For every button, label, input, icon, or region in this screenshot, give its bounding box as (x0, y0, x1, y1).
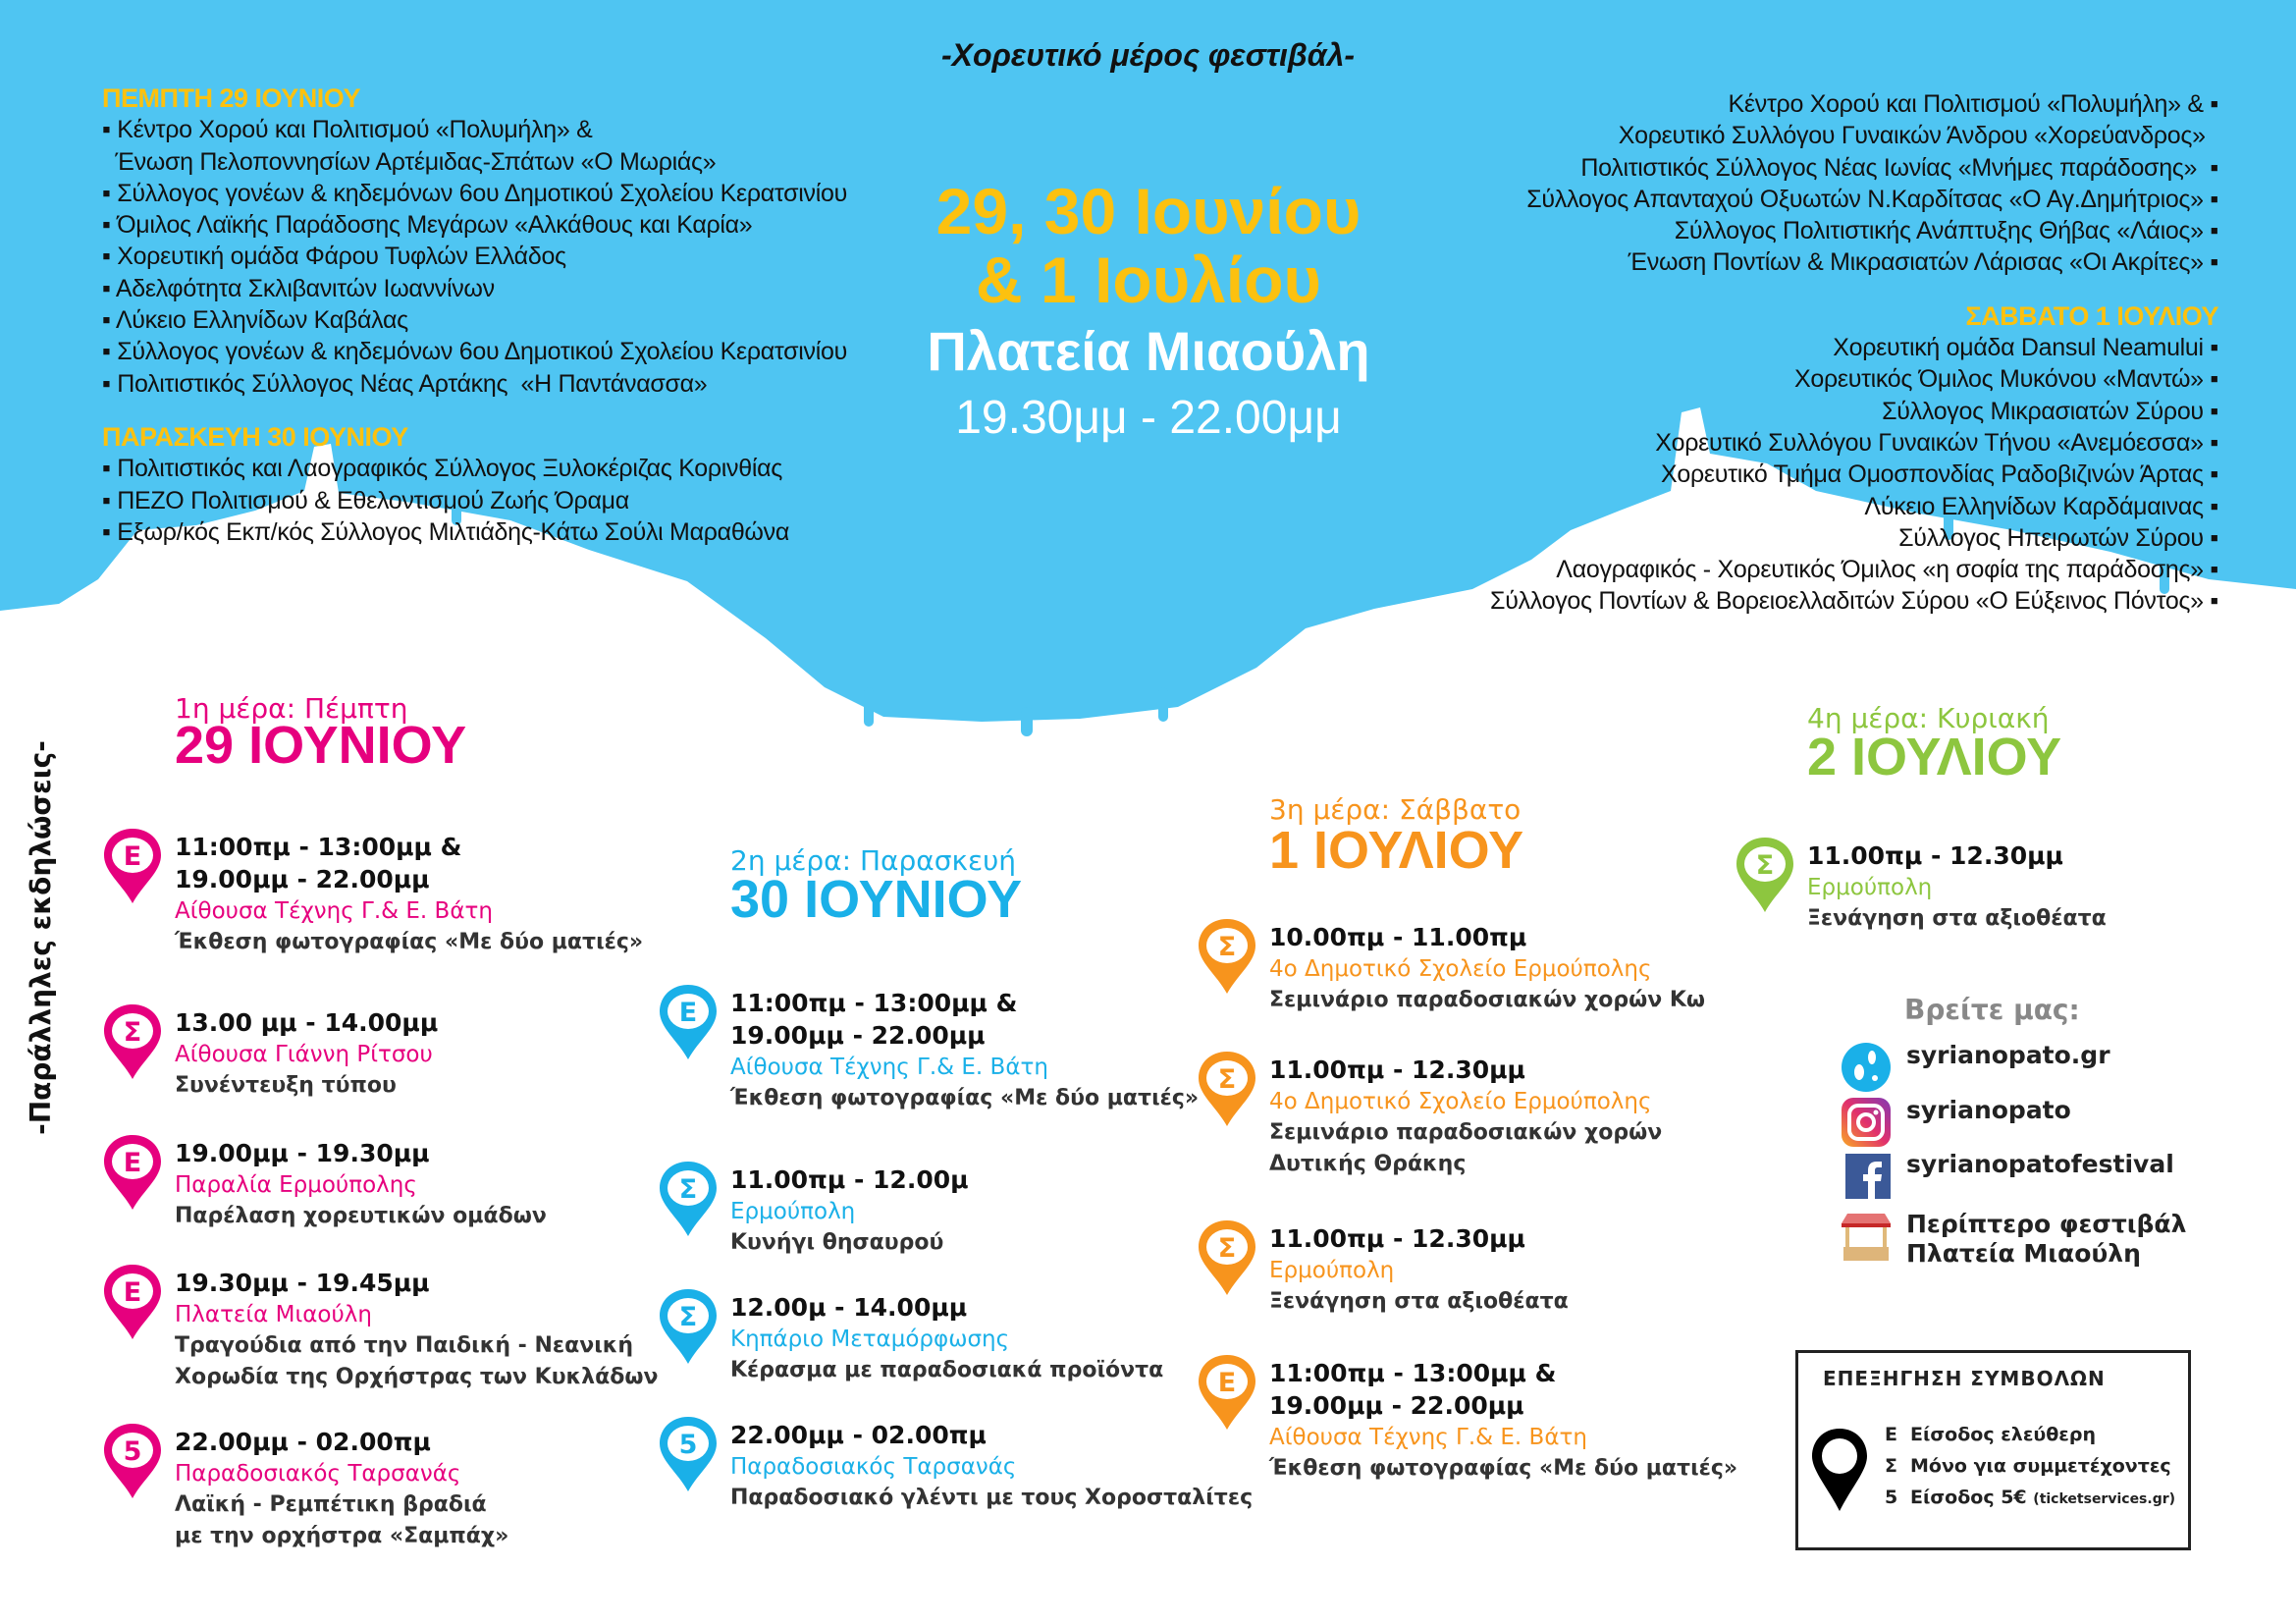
festival-place: Πλατεία Μιαούλη (927, 320, 1370, 382)
day-date: 1 ΙΟΥΛΙΟΥ (1269, 821, 1524, 880)
find-us-item[interactable] (1838, 1096, 2071, 1149)
website-icon (1838, 1041, 1895, 1094)
event-location: Παραλία Ερμούπολης (175, 1172, 417, 1198)
event-item (678, 987, 1200, 1114)
kiosk-icon (1838, 1210, 1895, 1263)
day-label: 4η μέρα: Κυριακή (1807, 702, 2050, 734)
event-item (123, 1267, 659, 1393)
day-date: 2 ΙΟΥΛΙΟΥ (1807, 728, 2062, 786)
paid-entry-pin-icon (102, 1422, 163, 1500)
group-item: Σύλλογος Ηπειρωτών Σύρου ▪ (1898, 523, 2218, 552)
group-item: Σύλλογος Πολιτιστικής Ανάπτυξης Θήβας «Λάιος» ▪ (1674, 217, 2218, 245)
event-time: 19.30μμ - 19.45μμ (175, 1269, 430, 1297)
svg-text:5: 5 (678, 1430, 698, 1460)
thursday-heading: ΠΕΜΠΤΗ 29 ΙΟΥΝΙΟΥ (102, 83, 361, 113)
svg-text:Ε: Ε (123, 1277, 142, 1308)
group-item: Λαογραφικός - Χορευτικός Όμιλος «η σοφία της παράδοσης» ▪ (1556, 556, 2218, 584)
friday-heading: ΠΑΡΑΣΚΕΥΗ 30 ΙΟΥΝΙΟΥ (102, 421, 408, 452)
event-time: 10.00πμ - 11.00πμ (1269, 923, 1527, 951)
free-entry-pin-icon (1197, 1353, 1257, 1432)
group-item: Σύλλογος Ποντίων & Βορειοελλαδιτών Σύρου «Ο Εύξεινος Πόντος» ▪ (1490, 587, 2218, 616)
parallel-events-title: -Παράλληλες εκδηλώσεις- (25, 740, 57, 1135)
festival-section-title: -Χορευτικό μέρος φεστιβάλ- (940, 37, 1356, 73)
event-item (678, 1419, 1254, 1514)
find-us-text (1906, 1041, 2110, 1070)
legend-text: Είσοδος ελεύθερη (1910, 1424, 2096, 1445)
legend-title: ΕΠΕΞΗΓΗΣΗ ΣΥΜΒΟΛΩΝ (1823, 1367, 2106, 1390)
event-time: 19.00μμ - 19.30μμ (175, 1139, 430, 1167)
legend-row (1885, 1455, 2171, 1477)
event-location: Παραδοσιακός Ταρσανάς (730, 1454, 1017, 1480)
event-time: 11:00πμ - 13:00μμ & (175, 833, 462, 861)
dates-line-1: 29, 30 Ιουνίου (935, 175, 1362, 247)
event-location: Ερμούπολη (1807, 875, 1933, 900)
day-label: 3η μέρα: Σάββατο (1269, 793, 1522, 826)
find-us-item[interactable] (1838, 1041, 2110, 1094)
event-item (678, 1164, 969, 1259)
festival-dates (864, 177, 1433, 314)
event-location: Αίθουσα Τέχνης Γ.& Ε. Βάτη (175, 898, 493, 924)
event-item (123, 831, 644, 958)
event-description: Έκθεση φωτογραφίας «Με δύο ματιές» (730, 1086, 1200, 1110)
legend-symbol: Σ (1885, 1455, 1897, 1477)
event-time: 13.00 μμ - 14.00μμ (175, 1008, 439, 1037)
svg-text:Σ: Σ (678, 1174, 698, 1205)
svg-text:Σ: Σ (1217, 1064, 1237, 1095)
event-description: Κέρασμα με παραδοσιακά προϊόντα (730, 1358, 1164, 1382)
find-us-label: syrianopatofestival (1906, 1150, 2174, 1178)
free-entry-pin-icon (658, 983, 719, 1061)
legend-row (1885, 1424, 2096, 1445)
svg-text:Σ: Σ (1755, 850, 1775, 881)
group-item: Χορευτικό Συλλόγου Γυναικών Άνδρου «Χορεύανδρος» (1618, 122, 2218, 150)
find-us-text (1906, 1096, 2071, 1125)
group-item: ▪ Κέντρο Χορού και Πολιτισμού «Πολυμήλη» & (102, 116, 593, 144)
find-us-label: Πλατεία Μιαούλη (1906, 1239, 2141, 1268)
facebook-icon (1838, 1150, 1895, 1203)
saturday-heading: ΣΑΒΒΑΤΟ 1 ΙΟΥΛΙΟΥ (1965, 300, 2218, 331)
group-item: Σύλλογος Απανταχού Οξυωτών Ν.Καρδίτσας «Ο Αγ.Δημήτριος» ▪ (1526, 185, 2218, 213)
participants-only-pin-icon (1197, 1050, 1257, 1128)
svg-text:Ε: Ε (123, 1148, 142, 1178)
group-item: ▪ Λύκειο Ελληνίδων Καβάλας (102, 306, 408, 335)
right-groups-list (1490, 88, 2218, 618)
group-item: ▪ Πολιτιστικός Σύλλογος Νέας Αρτάκης «Η Παντάνασσα» (102, 369, 708, 398)
event-description: Ξενάγηση στα αξιοθέατα (1807, 906, 2107, 931)
event-item (123, 1006, 439, 1102)
event-location: 4ο Δημοτικό Σχολείο Ερμούπολης (1269, 1089, 1652, 1114)
event-time: 19.00μμ - 22.00μμ (175, 865, 430, 893)
svg-text:5: 5 (123, 1436, 142, 1467)
event-description: Έκθεση φωτογραφίας «Με δύο ματιές» (175, 930, 644, 954)
event-location: Αίθουσα Τέχνης Γ.& Ε. Βάτη (730, 1055, 1048, 1080)
event-location: Ερμούπολη (1269, 1258, 1395, 1283)
event-description: Έκθεση φωτογραφίας «Με δύο ματιές» (1269, 1456, 1738, 1481)
svg-text:Ε: Ε (123, 841, 142, 872)
find-us-item[interactable] (1838, 1210, 2186, 1269)
event-time: 11.00πμ - 12.30μμ (1807, 841, 2063, 870)
event-item (1217, 1222, 1569, 1318)
event-location: Πλατεία Μιαούλη (175, 1302, 372, 1327)
event-location: Ερμούπολη (730, 1199, 856, 1224)
svg-text:Ε: Ε (678, 998, 698, 1028)
find-us-label: Περίπτερο φεστιβάλ (1906, 1210, 2187, 1238)
event-time: 11:00πμ - 13:00μμ & (730, 989, 1018, 1017)
event-description: Δυτικής Θράκης (1269, 1152, 1467, 1176)
free-entry-pin-icon (102, 827, 163, 905)
group-item: Ένωση Ποντίων & Μικρασιατών Λάρισας «Οι Ακρίτες» ▪ (1628, 248, 2218, 277)
find-us-item[interactable] (1838, 1150, 2174, 1203)
group-item: Κέντρο Χορού και Πολιτισμού «Πολυμήλη» & ▪ (1728, 90, 2218, 118)
event-description: Χορωδία της Ορχήστρας των Κυκλάδων (175, 1365, 659, 1389)
event-description: Σεμινάριο παραδοσιακών χορών Κω (1269, 988, 1706, 1012)
svg-text:Σ: Σ (1217, 1233, 1237, 1264)
group-item: Χορευτικό Τμήμα Ομοσπονδίας Ραδοβιζινών Άρτας ▪ (1661, 460, 2218, 489)
day-label: 1η μέρα: Πέμπτη (175, 692, 408, 725)
event-item (1755, 839, 2107, 935)
group-item: ▪ ΠΕΖΟ Πολιτισμού & Εθελοντισμού Ζωής Όραμα (102, 486, 629, 514)
legend-symbol: 5 (1885, 1487, 1898, 1508)
event-description: Τραγούδια από την Παιδική - Νεανική (175, 1333, 634, 1358)
participants-only-pin-icon (1735, 836, 1795, 914)
group-item: Ένωση Πελοποννησίων Αρτέμιδας-Σπάτων «Ο Μωριάς» (102, 147, 717, 176)
free-entry-pin-icon (102, 1133, 163, 1212)
event-time: 11.00πμ - 12.00μ (730, 1165, 969, 1194)
group-item: Χορευτική ομάδα Dansul Neamului ▪ (1833, 334, 2218, 362)
group-item: ▪ Πολιτιστικός και Λαογραφικός Σύλλογος Ξυλοκέριζας Κορινθίας (102, 455, 783, 483)
event-item (123, 1426, 509, 1552)
thursday-groups-list (102, 82, 847, 548)
event-time: 11.00πμ - 12.30μμ (1269, 1224, 1525, 1253)
event-description: Παρέλαση χορευτικών ομάδων (175, 1204, 547, 1228)
event-time: 22.00μμ - 02.00πμ (175, 1428, 431, 1456)
svg-text:Ε: Ε (1217, 1368, 1237, 1398)
symbols-legend (1795, 1350, 2191, 1550)
event-location: 4ο Δημοτικό Σχολείο Ερμούπολης (1269, 956, 1652, 982)
event-location: Αίθουσα Τέχνης Γ.& Ε. Βάτη (1269, 1425, 1587, 1450)
svg-text:Σ: Σ (123, 1017, 142, 1048)
legend-symbol: Ε (1885, 1424, 1897, 1445)
event-item (678, 1291, 1164, 1386)
day-date: 29 ΙΟΥΝΙΟΥ (175, 716, 467, 775)
svg-text:Σ: Σ (678, 1302, 698, 1332)
participants-only-pin-icon (658, 1287, 719, 1366)
group-item: ▪ Όμιλος Λαϊκής Παράδοσης Μεγάρων «Αλκάθους και Καρία» (102, 211, 753, 240)
group-item: ▪ Σύλλογος γονέων & κηδεμόνων 6ου Δημοτικού Σχολείου Κερατσινίου (102, 338, 847, 366)
find-us-title: Βρείτε μας: (1904, 994, 2080, 1026)
event-description: Λαϊκή - Ρεμπέτικη βραδιά (175, 1492, 487, 1517)
instagram-icon (1838, 1096, 1895, 1149)
event-item (123, 1137, 547, 1232)
event-item (1217, 921, 1706, 1016)
legend-note: (ticketservices.gr) (2033, 1491, 2176, 1507)
day-date: 30 ΙΟΥΝΙΟΥ (730, 870, 1023, 929)
group-item: ▪ Χορευτική ομάδα Φάρου Τυφλών Ελλάδος (102, 243, 566, 271)
group-item: Χορευτικό Συλλόγου Γυναικών Τήνου «Ανεμόεσσα» ▪ (1655, 428, 2218, 457)
group-item: Λύκειο Ελληνίδων Καρδάμαινας ▪ (1864, 492, 2218, 520)
find-us-label: syrianopato (1906, 1096, 2071, 1124)
group-item: Πολιτιστικός Σύλλογος Νέας Ιωνίας «Μνήμες παράδοσης» ▪ (1580, 153, 2218, 182)
event-description: Ξενάγηση στα αξιοθέατα (1269, 1289, 1569, 1314)
event-time: 11:00πμ - 13:00μμ & (1269, 1359, 1557, 1387)
event-time: 11.00πμ - 12.30μμ (1269, 1056, 1525, 1084)
legend-text: Μόνο για συμμετέχοντες (1910, 1455, 2171, 1477)
event-time: 12.00μ - 14.00μμ (730, 1293, 968, 1322)
participants-only-pin-icon (102, 1002, 163, 1081)
group-item: ▪ Αδελφότητα Σκλιβανιτών Ιωαννίνων (102, 274, 495, 302)
svg-text:Σ: Σ (1217, 932, 1237, 962)
free-entry-pin-icon (102, 1263, 163, 1341)
event-description: με την ορχήστρα «Σαμπάχ» (175, 1524, 509, 1548)
group-item: ▪ Εξωρ/κός Εκπ/κός Σύλλογος Μιλτιάδης-Κάτω Σούλι Μαραθώνα (102, 517, 789, 546)
paid-entry-pin-icon (658, 1415, 719, 1493)
event-item (1217, 1054, 1663, 1180)
event-item (1217, 1357, 1738, 1485)
find-us-text (1906, 1210, 2186, 1269)
group-item: ▪ Σύλλογος γονέων & κηδεμόνων 6ου Δημοτικού Σχολείου Κερατσινίου (102, 179, 847, 207)
event-description: Σεμινάριο παραδοσιακών χορών (1269, 1120, 1663, 1145)
event-description: Κυνήγι θησαυρού (730, 1230, 944, 1255)
day-label: 2η μέρα: Παρασκευή (730, 844, 1017, 877)
event-time: 22.00μμ - 02.00πμ (730, 1421, 987, 1449)
find-us-text (1906, 1150, 2174, 1179)
event-location: Κηπάριο Μεταμόρφωσης (730, 1326, 1010, 1352)
participants-only-pin-icon (658, 1160, 719, 1238)
participants-only-pin-icon (1197, 917, 1257, 996)
event-time: 19.00μμ - 22.00μμ (1269, 1391, 1524, 1420)
legend-text: Είσοδος 5€ (1910, 1487, 2027, 1508)
participants-only-pin-icon (1197, 1218, 1257, 1297)
legend-row (1885, 1487, 2175, 1508)
group-item: Σύλλογος Μικρασιατών Σύρου ▪ (1882, 397, 2218, 425)
festival-time: 19.30μμ - 22.00μμ (955, 392, 1342, 444)
event-time: 19.00μμ - 22.00μμ (730, 1021, 986, 1050)
event-description: Παραδοσιακό γλέντι με τους Χοροσταλίτες (730, 1486, 1254, 1510)
map-pin-icon (1810, 1427, 1869, 1515)
event-location: Παραδοσιακός Ταρσανάς (175, 1461, 461, 1487)
find-us-label: syrianopato.gr (1906, 1041, 2110, 1069)
event-location: Αίθουσα Γιάννη Ρίτσου (175, 1042, 433, 1067)
dates-line-2: & 1 Ιουλίου (976, 244, 1321, 316)
event-description: Συνέντευξη τύπου (175, 1073, 397, 1098)
group-item: Χορευτικός Όμιλος Μυκόνου «Μαντώ» ▪ (1793, 365, 2218, 394)
